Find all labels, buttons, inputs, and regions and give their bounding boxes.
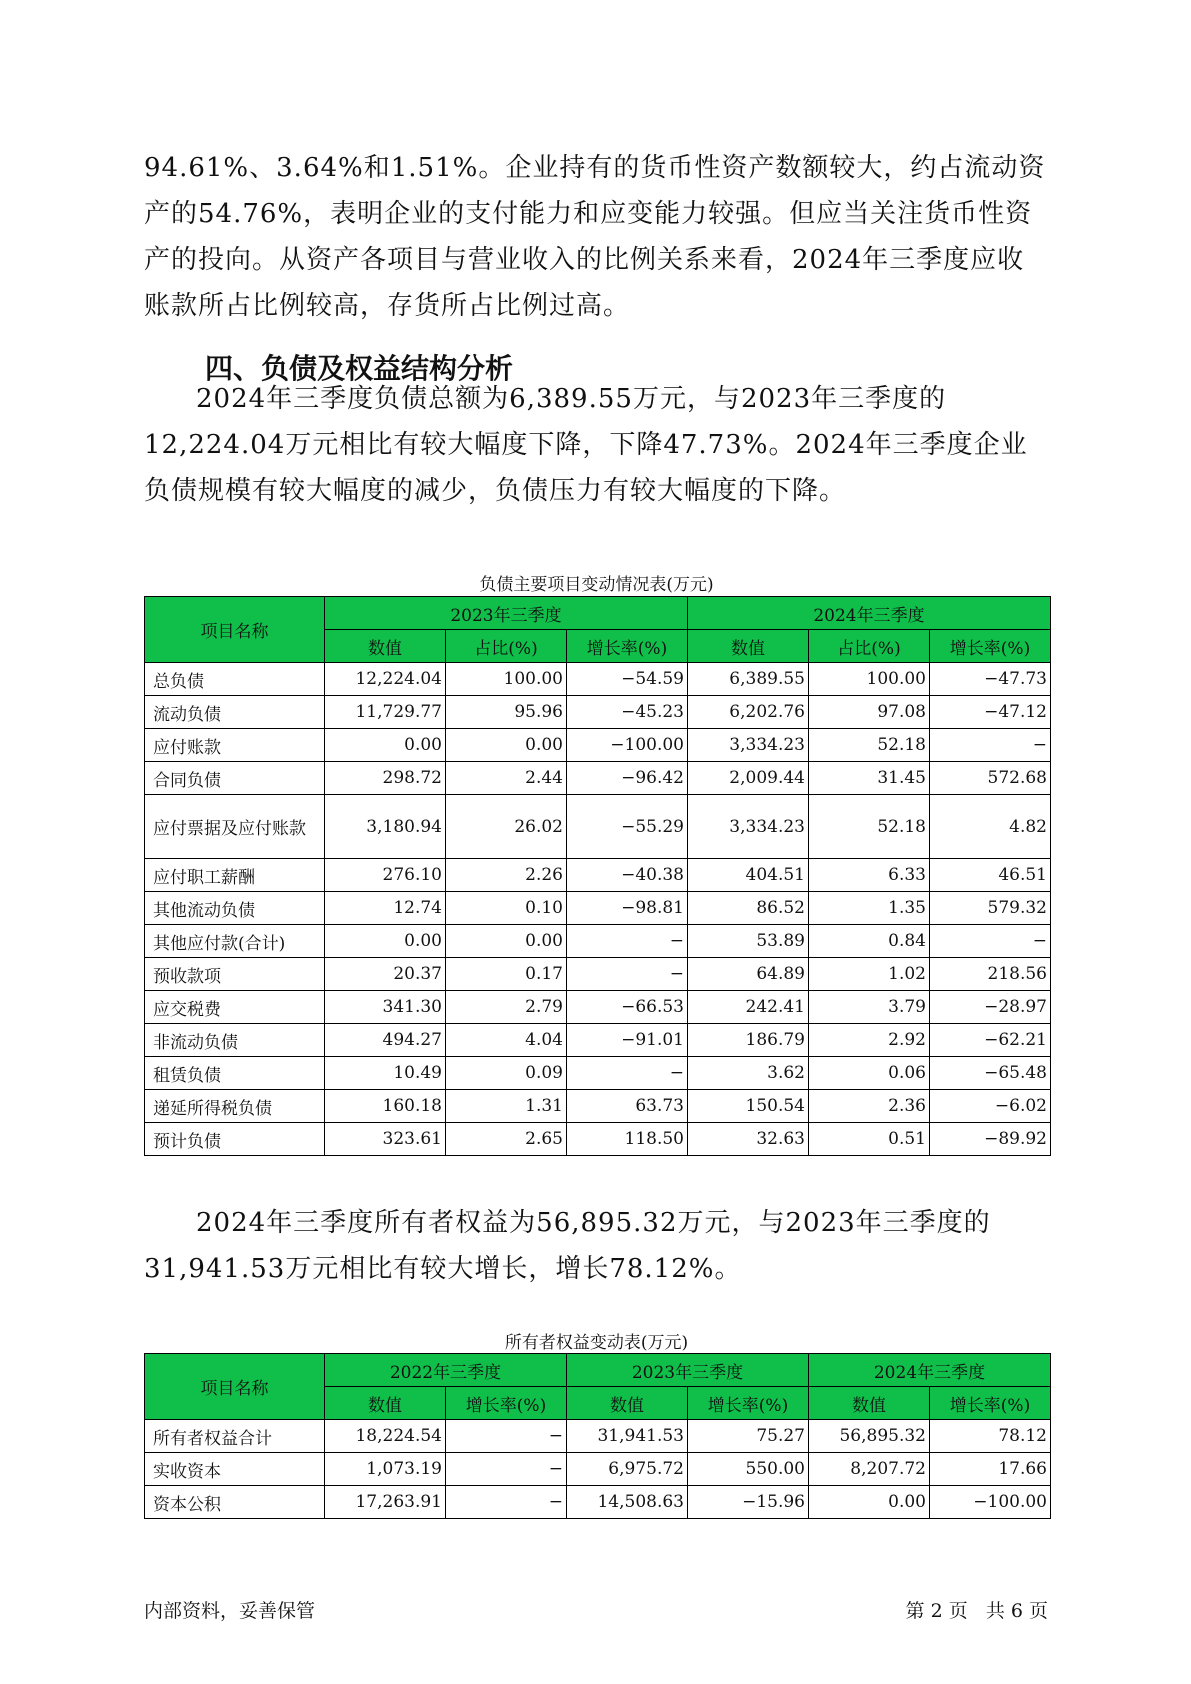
- row-label: 应付账款: [145, 729, 325, 762]
- table-cell: 26.02: [446, 795, 567, 859]
- table-cell: 4.82: [930, 795, 1051, 859]
- table2-caption: 所有者权益变动表(万元): [504, 1333, 689, 1353]
- table-row: [145, 1024, 1051, 1057]
- table-cell: 56,895.32: [809, 1420, 930, 1453]
- sub-header-value: 数值: [688, 630, 809, 663]
- table-cell: −: [930, 925, 1051, 958]
- equity-table: [144, 1353, 1051, 1519]
- row-label: 总负债: [145, 663, 325, 696]
- table-cell: −96.42: [567, 762, 688, 795]
- table-cell: 12.74: [325, 892, 446, 925]
- period-header-2023: 2023年三季度: [567, 1354, 809, 1387]
- table-cell: 3,334.23: [688, 729, 809, 762]
- table-cell: −: [930, 729, 1051, 762]
- table-cell: −98.81: [567, 892, 688, 925]
- table-cell: −6.02: [930, 1090, 1051, 1123]
- table-cell: 75.27: [688, 1420, 809, 1453]
- table-cell: 0.10: [446, 892, 567, 925]
- table-cell: 1.35: [809, 892, 930, 925]
- table-cell: 2.92: [809, 1024, 930, 1057]
- sub-header-value: 数值: [325, 1387, 446, 1420]
- table-row: [145, 1486, 1051, 1519]
- table-cell: −47.12: [930, 696, 1051, 729]
- table-cell: 2.65: [446, 1123, 567, 1156]
- sub-header-value: 数值: [809, 1387, 930, 1420]
- table-row: [145, 1123, 1051, 1156]
- table-cell: 17.66: [930, 1453, 1051, 1486]
- table-cell: 3.79: [809, 991, 930, 1024]
- table-row: [145, 762, 1051, 795]
- table-cell: −47.73: [930, 663, 1051, 696]
- table-cell: 0.51: [809, 1123, 930, 1156]
- table-cell: 17,263.91: [325, 1486, 446, 1519]
- table-cell: 218.56: [930, 958, 1051, 991]
- liability-table: [144, 596, 1051, 1156]
- table-cell: 0.00: [809, 1486, 930, 1519]
- table-cell: −45.23: [567, 696, 688, 729]
- table-cell: −: [567, 925, 688, 958]
- item-name-header: 项目名称: [145, 1354, 325, 1420]
- sub-header-share: 占比(%): [446, 630, 567, 663]
- table-cell: −28.97: [930, 991, 1051, 1024]
- period-header-2023: 2023年三季度: [325, 597, 688, 630]
- period-header-2024: 2024年三季度: [688, 597, 1051, 630]
- table-cell: −100.00: [930, 1486, 1051, 1519]
- table-row: [145, 1090, 1051, 1123]
- table-cell: 150.54: [688, 1090, 809, 1123]
- row-label: 应交税费: [145, 991, 325, 1024]
- table-cell: 572.68: [930, 762, 1051, 795]
- table-cell: 18,224.54: [325, 1420, 446, 1453]
- table-row: [145, 1453, 1051, 1486]
- table-cell: 3,180.94: [325, 795, 446, 859]
- table-cell: 1.31: [446, 1090, 567, 1123]
- table-cell: 52.18: [809, 795, 930, 859]
- table-cell: 494.27: [325, 1024, 446, 1057]
- sub-header-growth: 增长率(%): [930, 1387, 1051, 1420]
- period-header-2024: 2024年三季度: [809, 1354, 1051, 1387]
- table-row: [145, 958, 1051, 991]
- row-label: 流动负债: [145, 696, 325, 729]
- table-cell: 2.79: [446, 991, 567, 1024]
- row-label: 预收款项: [145, 958, 325, 991]
- paragraph-liability-summary: 2024年三季度负债总额为6,389.55万元，与2023年三季度的12,224.04万元相比有较大幅度下降，下降47.73%。2024年三季度企业负债规模有较大幅度的减少，负债压力有较大幅度的下降。: [144, 384, 1028, 506]
- table-cell: −54.59: [567, 663, 688, 696]
- row-label: 所有者权益合计: [145, 1420, 325, 1453]
- table-cell: −: [567, 958, 688, 991]
- row-label: 其他应付款(合计): [145, 925, 325, 958]
- table-cell: 31,941.53: [567, 1420, 688, 1453]
- paragraph-asset-structure: 94.61%、3.64%和1.51%。企业持有的货币性资产数额较大，约占流动资产的54.76%，表明企业的支付能力和应变能力较强。但应当关注货币性资产的投向。从资产各项目与营业收入的比例关系来看，2024年三季度应收账款所占比例较高，存货所占比例过高。: [144, 153, 1046, 321]
- table-cell: 6,202.76: [688, 696, 809, 729]
- table-cell: 100.00: [446, 663, 567, 696]
- table-cell: −: [446, 1420, 567, 1453]
- table-cell: 579.32: [930, 892, 1051, 925]
- table-cell: −: [446, 1453, 567, 1486]
- table-cell: 14,508.63: [567, 1486, 688, 1519]
- table-cell: −40.38: [567, 859, 688, 892]
- table-cell: 6.33: [809, 859, 930, 892]
- table-cell: 2.26: [446, 859, 567, 892]
- table-cell: 86.52: [688, 892, 809, 925]
- table-cell: 100.00: [809, 663, 930, 696]
- sub-header-growth: 增长率(%): [688, 1387, 809, 1420]
- row-label: 其他流动负债: [145, 892, 325, 925]
- row-label: 合同负债: [145, 762, 325, 795]
- row-label: 租赁负债: [145, 1057, 325, 1090]
- table-cell: 12,224.04: [325, 663, 446, 696]
- table-cell: 2,009.44: [688, 762, 809, 795]
- table-cell: 160.18: [325, 1090, 446, 1123]
- table-cell: 242.41: [688, 991, 809, 1024]
- row-label: 资本公积: [145, 1486, 325, 1519]
- table-row: [145, 795, 1051, 859]
- table-cell: 95.96: [446, 696, 567, 729]
- table-cell: 97.08: [809, 696, 930, 729]
- table-cell: 2.44: [446, 762, 567, 795]
- table-cell: 31.45: [809, 762, 930, 795]
- table-cell: 0.00: [325, 925, 446, 958]
- sub-header-growth: 增长率(%): [567, 630, 688, 663]
- sub-header-growth: 增长率(%): [930, 630, 1051, 663]
- table-cell: 32.63: [688, 1123, 809, 1156]
- table-cell: 2.36: [809, 1090, 930, 1123]
- table-cell: 6,389.55: [688, 663, 809, 696]
- table-cell: 3.62: [688, 1057, 809, 1090]
- sub-header-share: 占比(%): [809, 630, 930, 663]
- table-cell: 276.10: [325, 859, 446, 892]
- table-row: [145, 729, 1051, 762]
- table-row: [145, 1057, 1051, 1090]
- row-label: 预计负债: [145, 1123, 325, 1156]
- period-header-2022: 2022年三季度: [325, 1354, 567, 1387]
- table-row: [145, 991, 1051, 1024]
- table-cell: 10.49: [325, 1057, 446, 1090]
- table-cell: 78.12: [930, 1420, 1051, 1453]
- table-cell: 46.51: [930, 859, 1051, 892]
- paragraph-equity-summary: 2024年三季度所有者权益为56,895.32万元，与2023年三季度的31,941.53万元相比有较大增长，增长78.12%。: [144, 1208, 991, 1284]
- sub-header-value: 数值: [567, 1387, 688, 1420]
- footer-page-number: 第 2 页 共 6 页: [905, 1600, 1048, 1622]
- row-label: 递延所得税负债: [145, 1090, 325, 1123]
- table-cell: 3,334.23: [688, 795, 809, 859]
- table-cell: 550.00: [688, 1453, 809, 1486]
- table-row: [145, 1420, 1051, 1453]
- table-cell: −: [567, 1057, 688, 1090]
- table-cell: 298.72: [325, 762, 446, 795]
- table-row: [145, 925, 1051, 958]
- table-row: [145, 663, 1051, 696]
- table-cell: −91.01: [567, 1024, 688, 1057]
- table-cell: 11,729.77: [325, 696, 446, 729]
- table-cell: 186.79: [688, 1024, 809, 1057]
- section-heading: 四、负债及权益结构分析: [205, 352, 514, 385]
- table-cell: 8,207.72: [809, 1453, 930, 1486]
- row-label: 应付票据及应付账款: [145, 795, 325, 859]
- table-cell: 341.30: [325, 991, 446, 1024]
- table-cell: 323.61: [325, 1123, 446, 1156]
- table-row: [145, 859, 1051, 892]
- table-cell: 64.89: [688, 958, 809, 991]
- table-cell: −66.53: [567, 991, 688, 1024]
- row-label: 应付职工薪酬: [145, 859, 325, 892]
- footer-confidential-note: 内部资料，妥善保管: [144, 1600, 316, 1622]
- table-cell: 0.00: [446, 729, 567, 762]
- table-row: [145, 696, 1051, 729]
- table-cell: 118.50: [567, 1123, 688, 1156]
- table-cell: −15.96: [688, 1486, 809, 1519]
- table-cell: 20.37: [325, 958, 446, 991]
- table1-caption: 负债主要项目变动情况表(万元): [479, 575, 714, 595]
- table-cell: 1,073.19: [325, 1453, 446, 1486]
- table-cell: −65.48: [930, 1057, 1051, 1090]
- table-cell: 404.51: [688, 859, 809, 892]
- table-cell: 0.84: [809, 925, 930, 958]
- table-cell: 0.06: [809, 1057, 930, 1090]
- item-name-header: 项目名称: [145, 597, 325, 663]
- table-cell: 52.18: [809, 729, 930, 762]
- row-label: 实收资本: [145, 1453, 325, 1486]
- table-cell: −55.29: [567, 795, 688, 859]
- table-cell: 53.89: [688, 925, 809, 958]
- table-cell: 0.09: [446, 1057, 567, 1090]
- table-row: [145, 892, 1051, 925]
- table-cell: 0.17: [446, 958, 567, 991]
- table-cell: −62.21: [930, 1024, 1051, 1057]
- sub-header-growth: 增长率(%): [446, 1387, 567, 1420]
- table-cell: 4.04: [446, 1024, 567, 1057]
- table-cell: 6,975.72: [567, 1453, 688, 1486]
- table-cell: −89.92: [930, 1123, 1051, 1156]
- table-cell: 0.00: [446, 925, 567, 958]
- table-cell: 63.73: [567, 1090, 688, 1123]
- sub-header-value: 数值: [325, 630, 446, 663]
- row-label: 非流动负债: [145, 1024, 325, 1057]
- table-cell: 1.02: [809, 958, 930, 991]
- table-cell: −: [446, 1486, 567, 1519]
- table-cell: −100.00: [567, 729, 688, 762]
- table-cell: 0.00: [325, 729, 446, 762]
